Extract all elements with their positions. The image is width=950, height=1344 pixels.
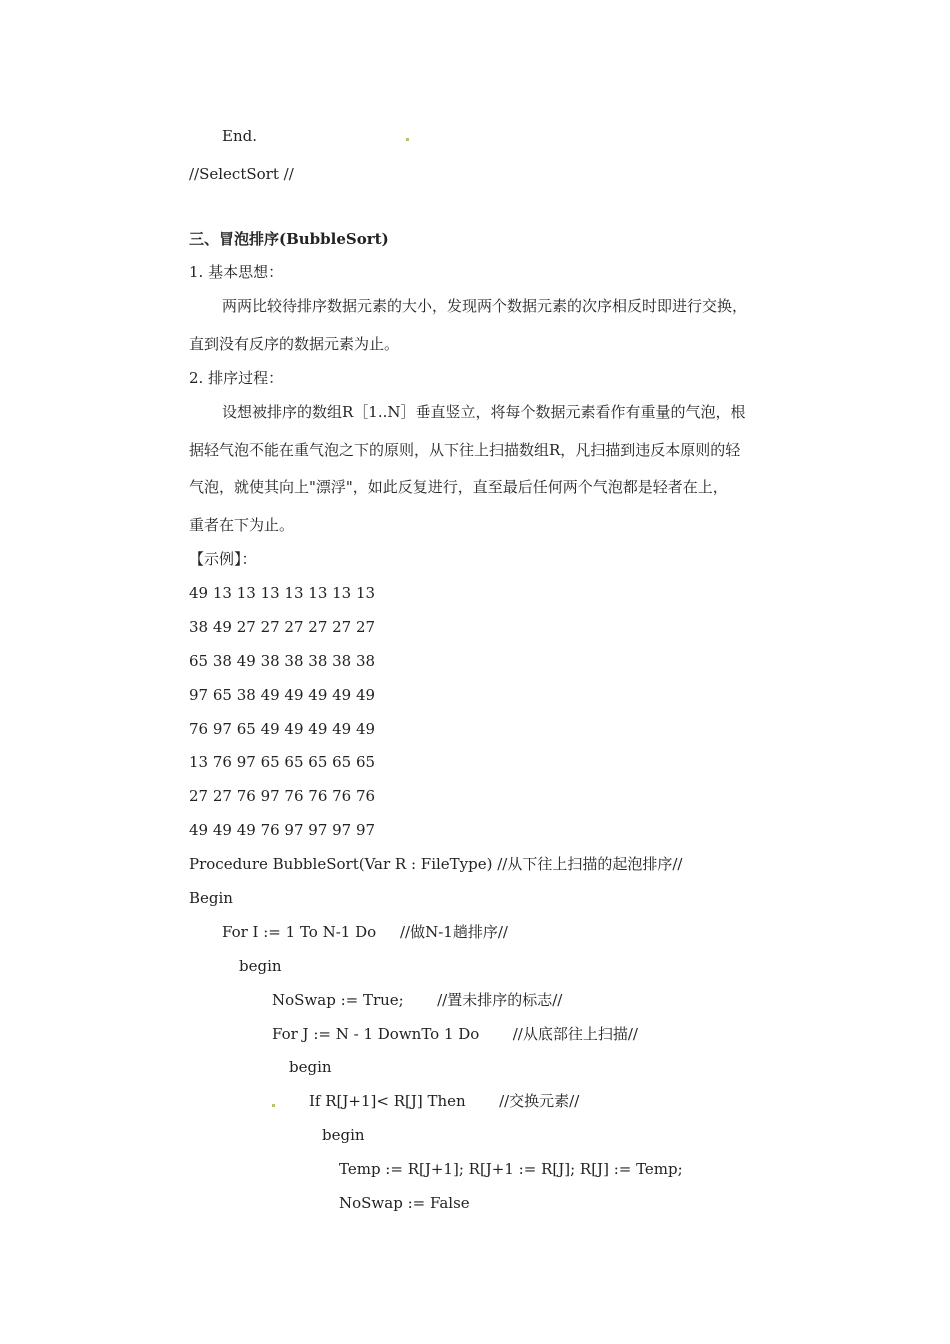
example-row: 65 38 49 38 38 38 38 38 [189, 652, 376, 670]
code-line-for-i: For I := 1 To N-1 Do //做N-1趟排序// [222, 923, 508, 941]
example-row: 76 97 65 49 49 49 49 49 [189, 720, 376, 738]
code-line-for-j: For J := N - 1 DownTo 1 Do //从底部往上扫描// [272, 1025, 638, 1043]
code-line-noswap-true: NoSwap := True; //置未排序的标志// [272, 991, 563, 1009]
section-heading: 三、冒泡排序(BubbleSort) [189, 230, 389, 248]
basic-idea-title: 1. 基本思想： [189, 263, 284, 281]
code-line-begin: begin [289, 1058, 332, 1076]
process-title: 2. 排序过程： [189, 369, 284, 387]
example-row: 38 49 27 27 27 27 27 27 [189, 618, 376, 636]
code-line-begin: Begin [189, 889, 233, 907]
process-paragraph-line-2: 据轻气泡不能在重气泡之下的原则，从下往上扫描数组R，凡扫描到违反本原则的轻 [189, 441, 741, 459]
end-statement: End. [222, 127, 257, 145]
example-row: 97 65 38 49 49 49 49 49 [189, 686, 376, 704]
selectsort-comment: //SelectSort // [189, 165, 294, 183]
decorative-dot [272, 1104, 275, 1107]
basic-idea-paragraph-line-1: 两两比较待排序数据元素的大小，发现两个数据元素的次序相反时即进行交换， [222, 297, 748, 315]
example-row: 49 13 13 13 13 13 13 13 [189, 584, 376, 602]
example-label: 【示例】： [189, 550, 257, 568]
decorative-dot [406, 138, 409, 141]
process-paragraph-line-4: 重者在下为止。 [189, 516, 295, 534]
example-row: 27 27 76 97 76 76 76 76 [189, 787, 376, 805]
code-line-noswap-false: NoSwap := False [339, 1194, 470, 1212]
code-line-procedure: Procedure BubbleSort(Var R : FileType) //从下往上扫描的起泡排序// [189, 855, 683, 873]
process-paragraph-line-3: 气泡，就使其向上"漂浮"，如此反复进行，直至最后任何两个气泡都是轻者在上， [189, 478, 728, 496]
code-line-swap: Temp := R[J+1]; R[J+1 := R[J]; R[J] := Temp; [339, 1160, 683, 1178]
code-line-if: If R[J+1]< R[J] Then //交换元素// [309, 1092, 580, 1110]
basic-idea-paragraph-line-2: 直到没有反序的数据元素为止。 [189, 335, 400, 353]
example-row: 49 49 49 76 97 97 97 97 [189, 821, 376, 839]
code-line-begin: begin [322, 1126, 365, 1144]
example-row: 13 76 97 65 65 65 65 65 [189, 753, 376, 771]
code-line-begin: begin [239, 957, 282, 975]
process-paragraph-line-1: 设想被排序的数组R［1..N］垂直竖立，将每个数据元素看作有重量的气泡，根 [222, 403, 746, 421]
